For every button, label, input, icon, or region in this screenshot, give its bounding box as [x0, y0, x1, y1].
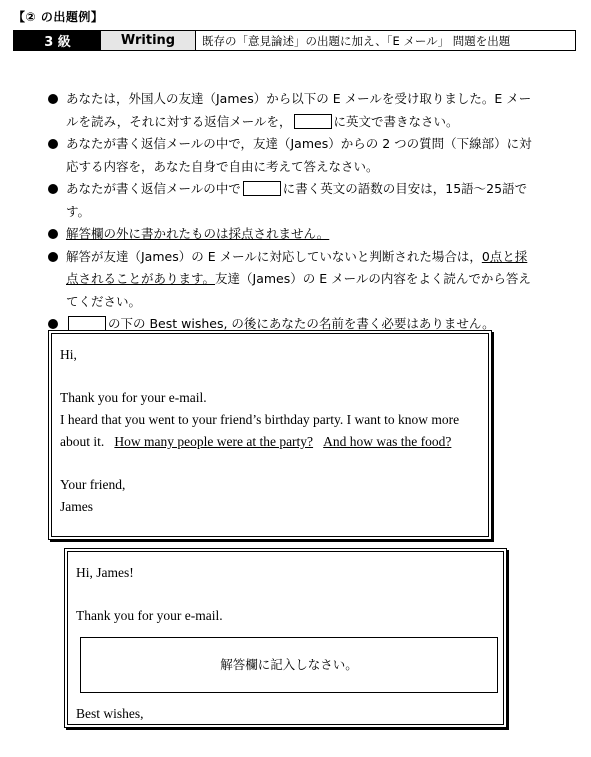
- instruction-text: あなたは，外国人の友達（James）から以下の E メールを受け取りました。E メールを読み，それに対する返信メールを，: [66, 91, 532, 129]
- answer-field[interactable]: [80, 637, 498, 693]
- reply-line: Thank you for your e-mail.: [76, 608, 223, 624]
- instruction-item: [48, 178, 533, 223]
- question-2: And how was the food?: [323, 433, 452, 449]
- instruction-text: あなたが書く返信メールの中で，友達（James）からの 2 つの質問（下線部）に対応する内容を，あなた自身で自由に考えて答えなさい。: [66, 136, 532, 174]
- instruction-item: [48, 246, 533, 314]
- format-description: 既存の「意見論述」の出題に加え、「E メール」 問題を出題: [202, 33, 511, 48]
- instruction-item: [48, 88, 533, 133]
- reply-body: [67, 551, 504, 725]
- instruction-text: 解答欄の外に書かれたものは採点されません。: [66, 226, 330, 241]
- blank-box-icon: [243, 181, 281, 196]
- reply-closing: Best wishes,: [76, 706, 144, 722]
- instruction-text: に書く英文の語数の目安は，15語～25語です。: [66, 181, 528, 219]
- skill-label: Writing: [101, 31, 196, 50]
- grade-label: 3 級: [14, 31, 101, 50]
- email-signature: James: [60, 498, 93, 514]
- email-line: Thank you for your e-mail.: [60, 390, 207, 406]
- answer-field-label: 解答欄に記入しなさい。: [220, 657, 358, 673]
- blank-box-icon: [68, 316, 106, 331]
- email-intro: I heard that you went to your friend’s birthday party. I want to know more about it.: [60, 412, 460, 449]
- instruction-text: 解答が友達（James）の E メールに対応していないと判断された場合は，: [66, 248, 482, 264]
- instruction-text: に英文で書きなさい。: [333, 113, 459, 129]
- reply-email: [64, 548, 507, 728]
- blank-box-icon: [294, 114, 332, 129]
- instruction-item: [48, 133, 533, 178]
- email-paragraph: [60, 409, 480, 452]
- scoring-warning: 0点と採点されることがあります。: [66, 248, 528, 286]
- instruction-item: [48, 223, 533, 246]
- section-heading: 【② の出題例】: [13, 10, 104, 24]
- instruction-text: あなたが書く返信メールの中で: [66, 181, 241, 196]
- received-email: [48, 330, 492, 540]
- instruction-text: 友達（James）の E メールの内容をよく読んでから答えてください。: [66, 271, 531, 309]
- reply-greeting: Hi, James!: [76, 565, 134, 580]
- question-1: How many people were at the party?: [114, 433, 314, 449]
- instruction-text: の下の Best wishes, の後にあなたの名前を書く必要はありません。: [108, 316, 495, 331]
- email-greeting: Hi,: [60, 347, 77, 362]
- email-closing: Your friend,: [60, 477, 126, 493]
- instruction-list: [48, 88, 533, 336]
- exam-info-header: [13, 30, 576, 51]
- email-body: [51, 333, 489, 537]
